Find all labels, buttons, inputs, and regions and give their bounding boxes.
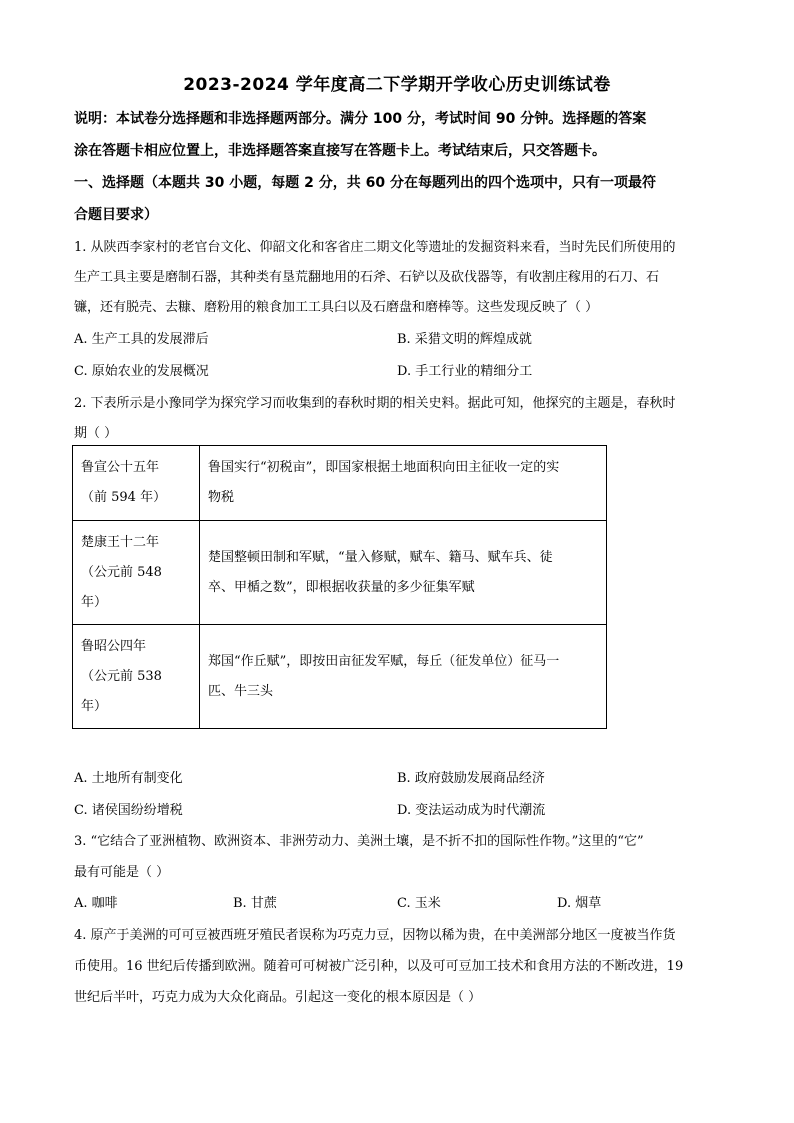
table-row — [73, 521, 607, 625]
q2-option-d[interactable]: D. 变法运动成为时代潮流 — [397, 803, 546, 818]
q3-option-a[interactable]: A. 咖啡 — [74, 896, 118, 911]
cell-text: 物税 — [208, 490, 235, 505]
instructions-line-2: 涂在答题卡相应位置上，非选择题答案直接写在答题卡上。考试结束后，只交答题卡。 — [74, 143, 606, 159]
q1-option-a[interactable]: A. 生产工具的发展滞后 — [74, 332, 209, 347]
cell-text: （前 594 年） — [81, 490, 167, 505]
q2-stem-line-2: 期（ ） — [74, 426, 118, 441]
table-cell-time — [73, 625, 200, 729]
q4-stem-line-3: 世纪后半叶，巧克力成为大众化商品。引起这一变化的根本原因是（ ） — [74, 990, 482, 1005]
q3-option-c[interactable]: C. 玉米 — [397, 896, 441, 911]
cell-text: （公元前 538 — [81, 668, 162, 684]
q2-option-b[interactable]: B. 政府鼓励发展商品经济 — [397, 771, 545, 786]
cell-text: 郑国“作丘赋”，即按田亩征发军赋，每丘（征发单位）征马一 — [208, 653, 560, 669]
cell-text: 楚国整顿田制和军赋，“量入修赋，赋车、籍马、赋车兵、徒 — [208, 549, 553, 565]
instructions-line-1: 说明：本试卷分选择题和非选择题两部分。满分 100 分，考试时间 90 分钟。选择题的答案 — [74, 111, 647, 127]
cell-text: 楚康王十二年 — [81, 534, 160, 550]
table-cell-content — [200, 446, 607, 521]
page-title: 2023-2024 学年度高二下学期开学收心历史训练试卷 — [183, 75, 611, 95]
table-row — [73, 625, 607, 729]
section-heading-line-2: 合题目要求） — [74, 207, 158, 223]
cell-text: 匹、牛三头 — [208, 683, 274, 699]
q1-option-d[interactable]: D. 手工行业的精细分工 — [397, 364, 533, 379]
section-heading-line-1: 一、选择题（本题共 30 小题，每题 2 分，共 60 分在每题列出的四个选项中，只有一项最符 — [74, 175, 656, 191]
q1-stem-line-1: 1. 从陕西李家村的老官台文化、仰韶文化和客省庄二期文化等遗址的发掘资料来看，当时先民们所使用的 — [74, 240, 676, 255]
table-cell-time — [73, 521, 200, 625]
q3-stem-line-2: 最有可能是（ ） — [74, 865, 170, 880]
q1-option-c[interactable]: C. 原始农业的发展概况 — [74, 364, 209, 379]
q2-option-c[interactable]: C. 诸侯国纷纷增税 — [74, 803, 183, 818]
cell-text: 卒、甲楯之数”，即根据收获量的多少征集军赋 — [208, 579, 475, 595]
q3-stem-line-1: 3. “它结合了亚洲植物、欧洲资本、非洲劳动力、美洲土壤，是不折不扣的国际性作物。”这里的“它” — [74, 834, 644, 849]
cell-text: 鲁宣公十五年 — [81, 460, 160, 475]
cell-text: 年） — [81, 698, 108, 714]
source-table — [72, 445, 607, 729]
q2-option-a[interactable]: A. 土地所有制变化 — [74, 771, 183, 786]
q1-option-b[interactable]: B. 采猎文明的辉煌成就 — [397, 332, 532, 347]
cell-text: 鲁昭公四年 — [81, 638, 147, 654]
q1-stem-line-3: 镰，还有脱壳、去糠、磨粉用的粮食加工工具臼以及石磨盘和磨棒等。这些发现反映了（ ） — [74, 300, 599, 315]
cell-text: 鲁国实行“初税亩”，即国家根据土地面积向田主征收一定的实 — [208, 460, 560, 475]
q3-option-d[interactable]: D. 烟草 — [557, 896, 602, 911]
q2-stem-line-1: 2. 下表所示是小豫同学为探究学习而收集到的春秋时期的相关史料。据此可知，他探究的主题是，春秋时 — [74, 396, 676, 411]
q4-stem-line-2: 币使用。16 世纪后传播到欧洲。随着可可树被广泛引种，以及可可豆加工技术和食用方法的不断改进，19 — [74, 959, 684, 974]
q3-option-b[interactable]: B. 甘蔗 — [233, 896, 277, 911]
q1-stem-line-2: 生产工具主要是磨制石器，其种类有垦荒翻地用的石斧、石铲以及砍伐器等，有收割庄稼用的石刀、石 — [74, 270, 660, 285]
table-cell-content — [200, 625, 607, 729]
q4-stem-line-1: 4. 原产于美洲的可可豆被西班牙殖民者误称为巧克力豆，因物以稀为贵，在中美洲部分地区一度被当作货 — [74, 928, 676, 943]
table-cell-content — [200, 521, 607, 625]
cell-text: 年） — [81, 594, 108, 610]
table-row — [73, 446, 607, 521]
cell-text: （公元前 548 — [81, 564, 162, 580]
table-cell-time — [73, 446, 200, 521]
